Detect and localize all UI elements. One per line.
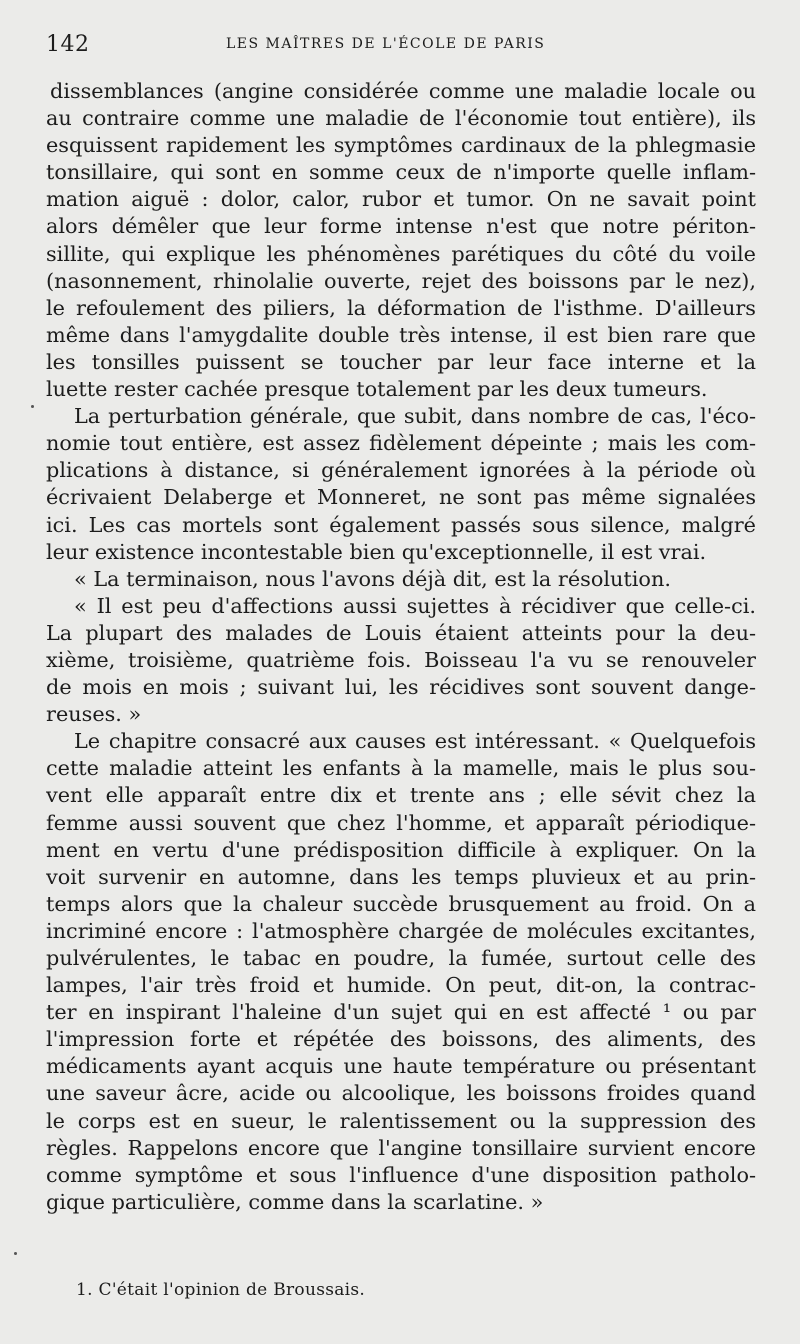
text-line: tonsillaire, qui sont en somme ceux de n'importe quelle inflam- <box>46 160 756 185</box>
text-line: comme symptôme et sous l'influence d'une disposition patholo- <box>46 1162 756 1187</box>
text-line: La perturbation générale, que subit, dans nombre de cas, l'éco- <box>74 404 756 429</box>
text-line: voit survenir en automne, dans les temps pluvieux et au prin- <box>46 864 756 889</box>
text-line: plications à distance, si généralement ignorées à la période où <box>46 458 756 483</box>
text-line: La plupart des malades de Louis étaient atteints pour la deu- <box>46 620 756 645</box>
running-head: LES MAÎTRES DE L'ÉCOLE DE PARIS <box>226 36 546 52</box>
text-line: « Il est peu d'affections aussi sujettes à récidiver que celle-ci. <box>74 593 756 618</box>
text-line: esquissent rapidement les symptômes cardinaux de la phlegmasie <box>46 133 756 158</box>
text-line: alors démêler que leur forme intense n'est que notre périton- <box>46 214 756 239</box>
text-line: leur existence incontestable bien qu'exceptionnelle, il est vrai. <box>46 539 707 564</box>
text-line: ici. Les cas mortels sont également passés sous silence, malgré <box>46 512 756 537</box>
text-line: gique particulière, comme dans la scarlatine. » <box>46 1189 544 1214</box>
text-line: de mois en mois ; suivant lui, les récidives sont souvent dange- <box>46 675 756 700</box>
text-line: ter en inspirant l'haleine d'un sujet qui en est affecté ¹ ou par <box>46 1000 756 1025</box>
text-line: reuses. » <box>46 702 142 727</box>
print-speck <box>14 1252 17 1255</box>
text-line: mation aiguë : dolor, calor, rubor et tumor. On ne savait point <box>46 187 756 212</box>
text-line: les tonsilles puissent se toucher par leur face interne et la <box>46 349 756 374</box>
text-line: (nasonnement, rhinolalie ouverte, rejet des boissons par le nez), <box>46 268 756 293</box>
text-line: « La terminaison, nous l'avons déjà dit, est la résolution. <box>74 566 671 591</box>
text-line: médicaments ayant acquis une haute température ou présentant <box>46 1054 756 1079</box>
footnote: 1. C'était l'opinion de Broussais. <box>76 1280 366 1300</box>
text-line: femme aussi souvent que chez l'homme, et apparaît périodique- <box>46 810 756 835</box>
text-line: xième, troisième, quatrième fois. Boisseau l'a vu se renouveler <box>46 647 756 672</box>
text-line: dissemblances (angine considérée comme une maladie locale ou <box>50 79 756 103</box>
page-number: 142 <box>46 32 90 57</box>
text-line: même dans l'amygdalite double très intense, il est bien rare que <box>46 322 756 347</box>
text-line: le refoulement des piliers, la déformation de l'isthme. D'ailleurs <box>46 295 756 320</box>
text-line: cette maladie atteint les enfants à la mamelle, mais le plus sou- <box>46 756 756 781</box>
print-speck <box>31 405 34 408</box>
text-line: lampes, l'air très froid et humide. On peut, dit-on, la contrac- <box>46 973 756 998</box>
text-line: pulvérulentes, le tabac en poudre, la fumée, surtout celle des <box>46 946 756 970</box>
body-text <box>46 78 756 1216</box>
text-line: une saveur âcre, acide ou alcoolique, les boissons froides quand <box>46 1081 756 1106</box>
text-line: Le chapitre consacré aux causes est intéressant. « Quelquefois <box>74 729 756 754</box>
text-line: incriminé encore : l'atmosphère chargée de molécules excitantes, <box>46 918 756 943</box>
text-line: sillite, qui explique les phénomènes parétiques du côté du voile <box>46 241 756 266</box>
text-line: au contraire comme une maladie de l'économie tout entière), ils <box>46 106 756 131</box>
text-line: ment en vertu d'une prédisposition difficile à expliquer. On la <box>46 837 756 862</box>
text-line: règles. Rappelons encore que l'angine tonsillaire survient encore <box>46 1135 756 1160</box>
text-line: vent elle apparaît entre dix et trente ans ; elle sévit chez la <box>46 783 756 808</box>
text-line: écrivaient Delaberge et Monneret, ne sont pas même signalées <box>46 485 756 510</box>
text-line: temps alors que la chaleur succède brusquement au froid. On a <box>46 891 756 916</box>
text-line: le corps est en sueur, le ralentissement ou la suppression des <box>46 1108 756 1133</box>
page-header <box>46 30 760 60</box>
text-line: l'impression forte et répétée des boissons, des aliments, des <box>46 1027 756 1052</box>
text-line: nomie tout entière, est assez fidèlement dépeinte ; mais les com- <box>46 431 756 456</box>
text-line: luette rester cachée presque totalement par les deux tumeurs. <box>46 377 708 402</box>
